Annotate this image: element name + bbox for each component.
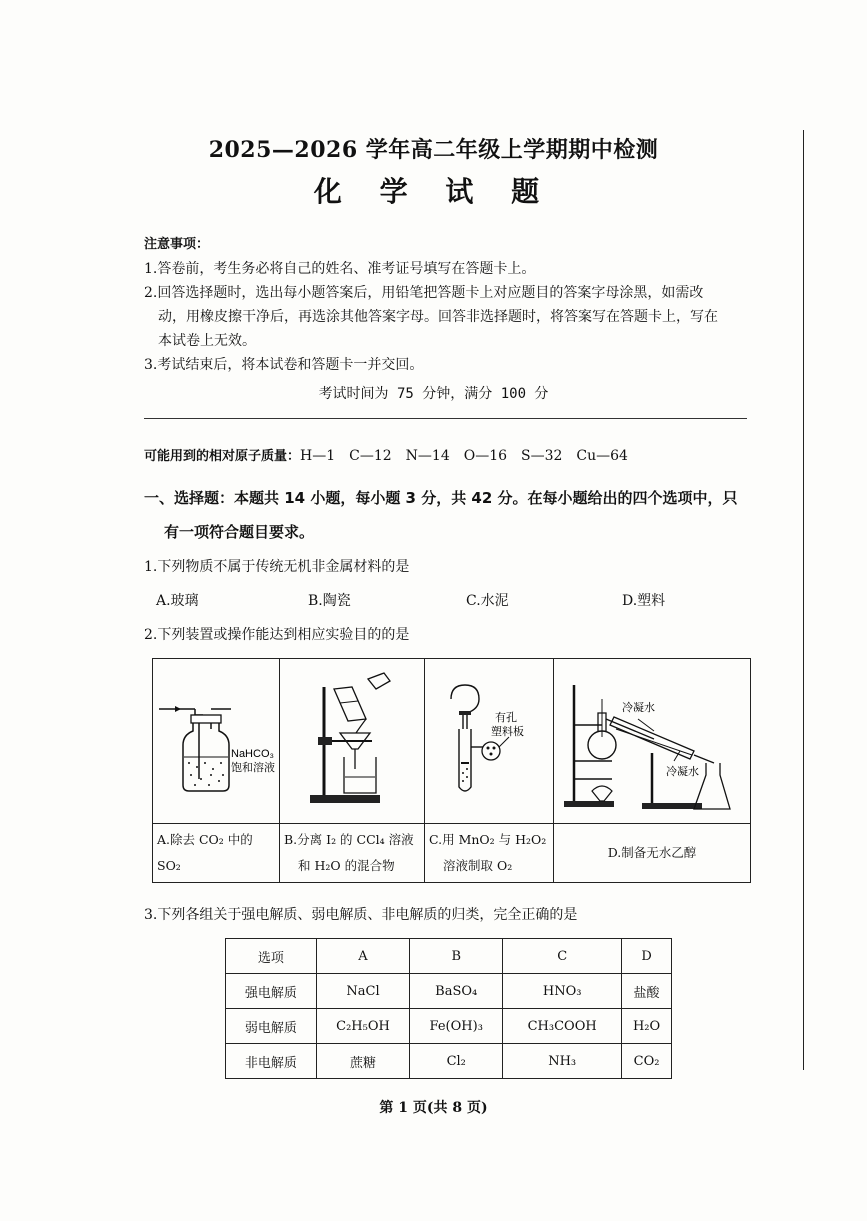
note-item: 2.回答选择题时，选出每小题答案后，用铅笔把答题卡上对应题目的答案字母涂黑，如需改 [144,285,704,301]
table-cell: CO₂ [622,1044,672,1079]
table-cell: 弱电解质 [226,1009,317,1044]
condenser-water-label: 冷凝水 [666,765,699,778]
apparatus-b [280,659,425,824]
note-item: 1.答卷前，考生务必将自己的姓名、准考证号填写在答题卡上。 [144,261,536,277]
table-cell: 强电解质 [226,974,317,1009]
exam-notes [144,233,754,377]
question-2-stem: 2.下列装置或操作能达到相应实验目的的是 [144,627,410,643]
table-row [226,1044,672,1079]
subject-title: 化 学 试 题 [313,175,554,208]
question-3-stem: 3.下列各组关于强电解质、弱电解质、非电解质的归类，完全正确的是 [144,907,578,923]
solution-label: 饱和溶液 [231,761,275,774]
section-heading [144,481,754,549]
apparatus-c [425,659,554,824]
table-cell: NaCl [316,974,410,1009]
caption-a [153,824,280,883]
table-cell: BaSO₄ [410,974,503,1009]
table-header-cell: C [503,939,622,974]
exam-title: 2025—2026 学年高二年级上学期期中检测 [208,137,659,163]
table-header-cell: 选项 [226,939,317,974]
binding-margin-line [803,130,804,1070]
option-b: B.陶瓷 [308,593,351,609]
notes-heading: 注意事项： [144,237,210,252]
table-cell: CH₃COOH [503,1009,622,1044]
table-cell: 非电解质 [226,1044,317,1079]
table-header-cell: B [410,939,503,974]
table-cell: Fe(OH)₃ [410,1009,503,1044]
apparatus-a [153,659,280,824]
section-line: 一、选择题：本题共 14 小题，每小题 3 分，共 42 分。在每小题给出的四个选项中，只 [144,489,738,507]
table-header-cell: D [622,939,672,974]
plate-label: 有孔 [495,711,517,724]
caption-b-line1: B.分离 I₂ 的 CCl₄ 溶液 [284,832,414,847]
apparatus-d [554,659,751,824]
note-item: 动，用橡皮擦干净后，再选涂其他答案字母。回答非选择题时，将答案写在答题卡上，写在 [158,309,718,325]
question-1-stem: 1.下列物质不属于传统无机非金属材料的是 [144,559,410,575]
table-header-row [226,939,672,974]
plate-label: 塑料板 [491,725,524,738]
caption-c-line2: 溶液制取 O₂ [443,858,513,873]
table-cell: NH₃ [503,1044,622,1079]
exam-time-info: 考试时间为 75 分钟，满分 100 分 [318,386,549,402]
section-line: 有一项符合题目要求。 [164,523,315,541]
option-c: C.水泥 [466,593,509,609]
note-item: 3.考试结束后，将本试卷和答题卡一并交回。 [144,357,424,373]
caption-c-line1: C.用 MnO₂ 与 H₂O₂ [429,832,547,847]
caption-b-line2: 和 H₂O 的混合物 [298,858,395,873]
table-cell: HNO₃ [503,974,622,1009]
table-cell: C₂H₅OH [316,1009,410,1044]
condenser-water-label: 冷凝水 [622,701,655,714]
separatory-funnel-diagram [280,659,424,823]
atomic-masses-values: H—1 C—12 N—14 O—16 S—32 Cu—64 [300,448,628,464]
option-d: D.塑料 [622,593,666,609]
atomic-masses-label: 可能用到的相对原子质量： [144,449,301,464]
caption-a-text: A.除去 CO₂ 中的 SO₂ [157,832,253,873]
distillation-diagram [554,659,750,823]
question-3-table [225,938,672,1079]
divider [144,418,747,419]
table-cell: H₂O [622,1009,672,1044]
note-item: 本试卷上无效。 [158,333,256,349]
table-header-cell: A [316,939,410,974]
table-row [226,974,672,1009]
option-a: A.玻璃 [156,593,199,609]
page-footer: 第 1 页(共 8 页) [379,1100,488,1116]
table-cell: 蔗糖 [316,1044,410,1079]
gas-washing-bottle-diagram [153,659,279,823]
table-cell: Cl₂ [410,1044,503,1079]
table-cell: 盐酸 [622,974,672,1009]
table-row [226,1009,672,1044]
caption-d-text: D.制备无水乙醇 [607,845,697,860]
gas-generator-diagram [425,659,553,823]
solution-label: NaHCO₃ [231,748,274,760]
question-2-apparatus-table [152,658,751,883]
caption-d [554,824,751,883]
atomic-masses [144,445,628,465]
caption-c [425,824,554,883]
caption-b [280,824,425,883]
